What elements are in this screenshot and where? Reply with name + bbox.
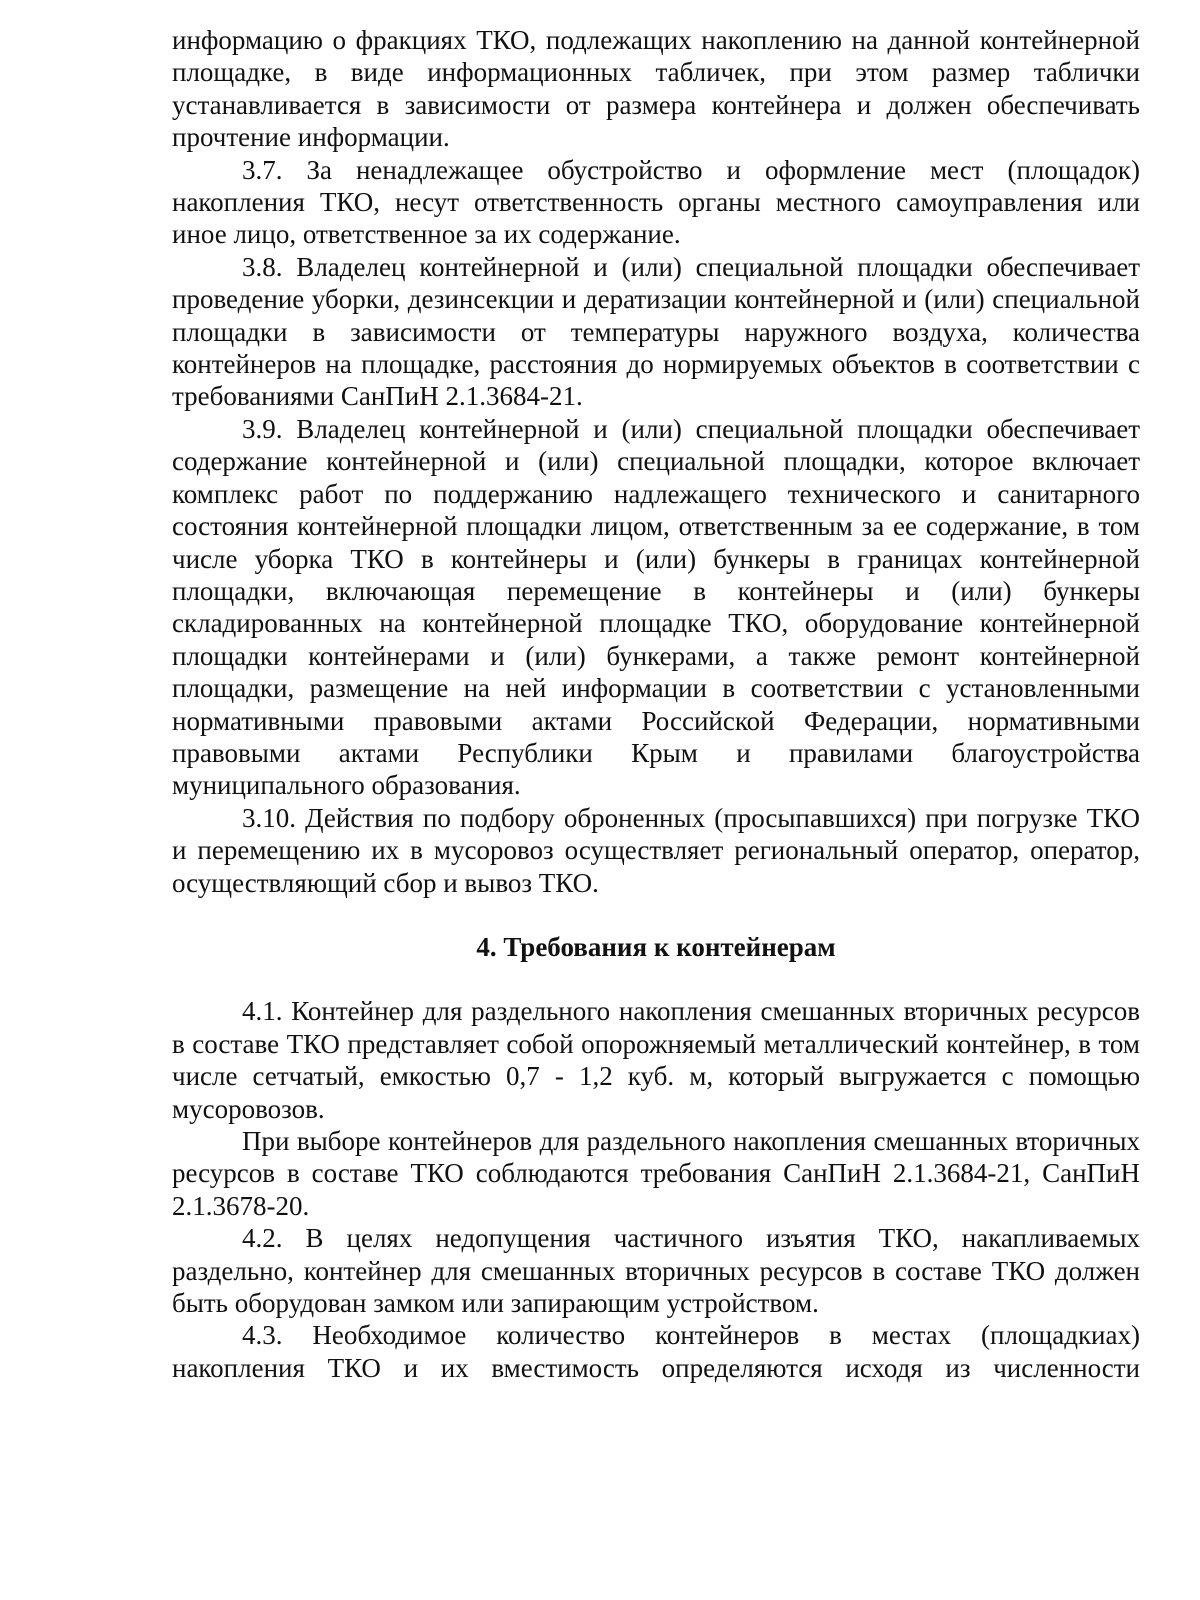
paragraph-3-8: 3.8. Владелец контейнерной и (или) специальной площадки обеспечивает проведение уборки, дезинсекции и дератизации контейнерной и (или) специальной площадки в зависимости от температуры наружного воздуха, количества контейнеров на площадке, расстояния до нормируемых объектов в соответствии с требованиями СанПиН 2.1.3684-21. — [172, 251, 1140, 412]
paragraph-4-1-selection: При выборе контейнеров для раздельного накопления смешанных вторичных ресурсов в составе ТКО соблюдаются требования СанПиН 2.1.3684-21, СанПиН 2.1.3678-20. — [172, 1126, 1140, 1221]
section-heading: 4. Требования к контейнерам — [476, 931, 836, 962]
document-page — [172, 24, 1140, 1384]
paragraph-3-7: 3.7. За ненадлежащее обустройство и оформление мест (площадок) накопления ТКО, несут ответственность органы местного самоуправления или иное лицо, ответственное за их содержание. — [172, 154, 1140, 250]
paragraph-3-10: 3.10. Действия по подбору оброненных (просыпавшихся) при погрузке ТКО и перемещению их в мусоровоз осуществляет региональный оператор, оператор, осуществляющий сбор и вывоз ТКО. — [172, 802, 1140, 898]
paragraph-3-9: 3.9. Владелец контейнерной и (или) специальной площадки обеспечивает содержание контейнерной и (или) специальной площадки, которое включает комплекс работ по поддержанию надлежащего технического и санитарного состояния контейнерной площадки лицом, ответственным за ее содержание, в том числе уборка ТКО в контейнеры и (или) бункеры в границах контейнерной площадки, включающая перемещение в контейнеры и (или) бункеры складированных на контейнерной площадке ТКО, оборудование контейнерной площадки контейнерами и (или) бункерами, а также ремонт контейнерной площадки, размещение на ней информации в соответствии с установленными нормативными правовыми актами Российской Федерации, нормативными правовыми актами Республики Крым и правилами благоустройства муниципального образования. — [172, 413, 1140, 801]
paragraph-continuation: информацию о фракциях ТКО, подлежащих накоплению на данной контейнерной площадке, в виде информационных табличек, при этом размер таблички устанавливается в зависимости от размера контейнера и должен обеспечивать прочтение информации. — [172, 25, 1140, 153]
paragraph-4-3: 4.3. Необходимое количество контейнеров в местах (площадкиах) накопления ТКО и их вместимость определяются исходя из численности — [172, 1320, 1140, 1383]
paragraph-4-1: 4.1. Контейнер для раздельного накопления смешанных вторичных ресурсов в составе ТКО представляет собой опорожняемый металлический контейнер, в том числе сетчатый, емкостью 0,7 - 1,2 куб. м, который выгружается с помощью мусоровозов. — [172, 996, 1140, 1124]
paragraph-4-2: 4.2. В целях недопущения частичного изъятия ТКО, накапливаемых раздельно, контейнер для смешанных вторичных ресурсов в составе ТКО должен быть оборудован замком или запирающим устройством. — [172, 1223, 1140, 1319]
